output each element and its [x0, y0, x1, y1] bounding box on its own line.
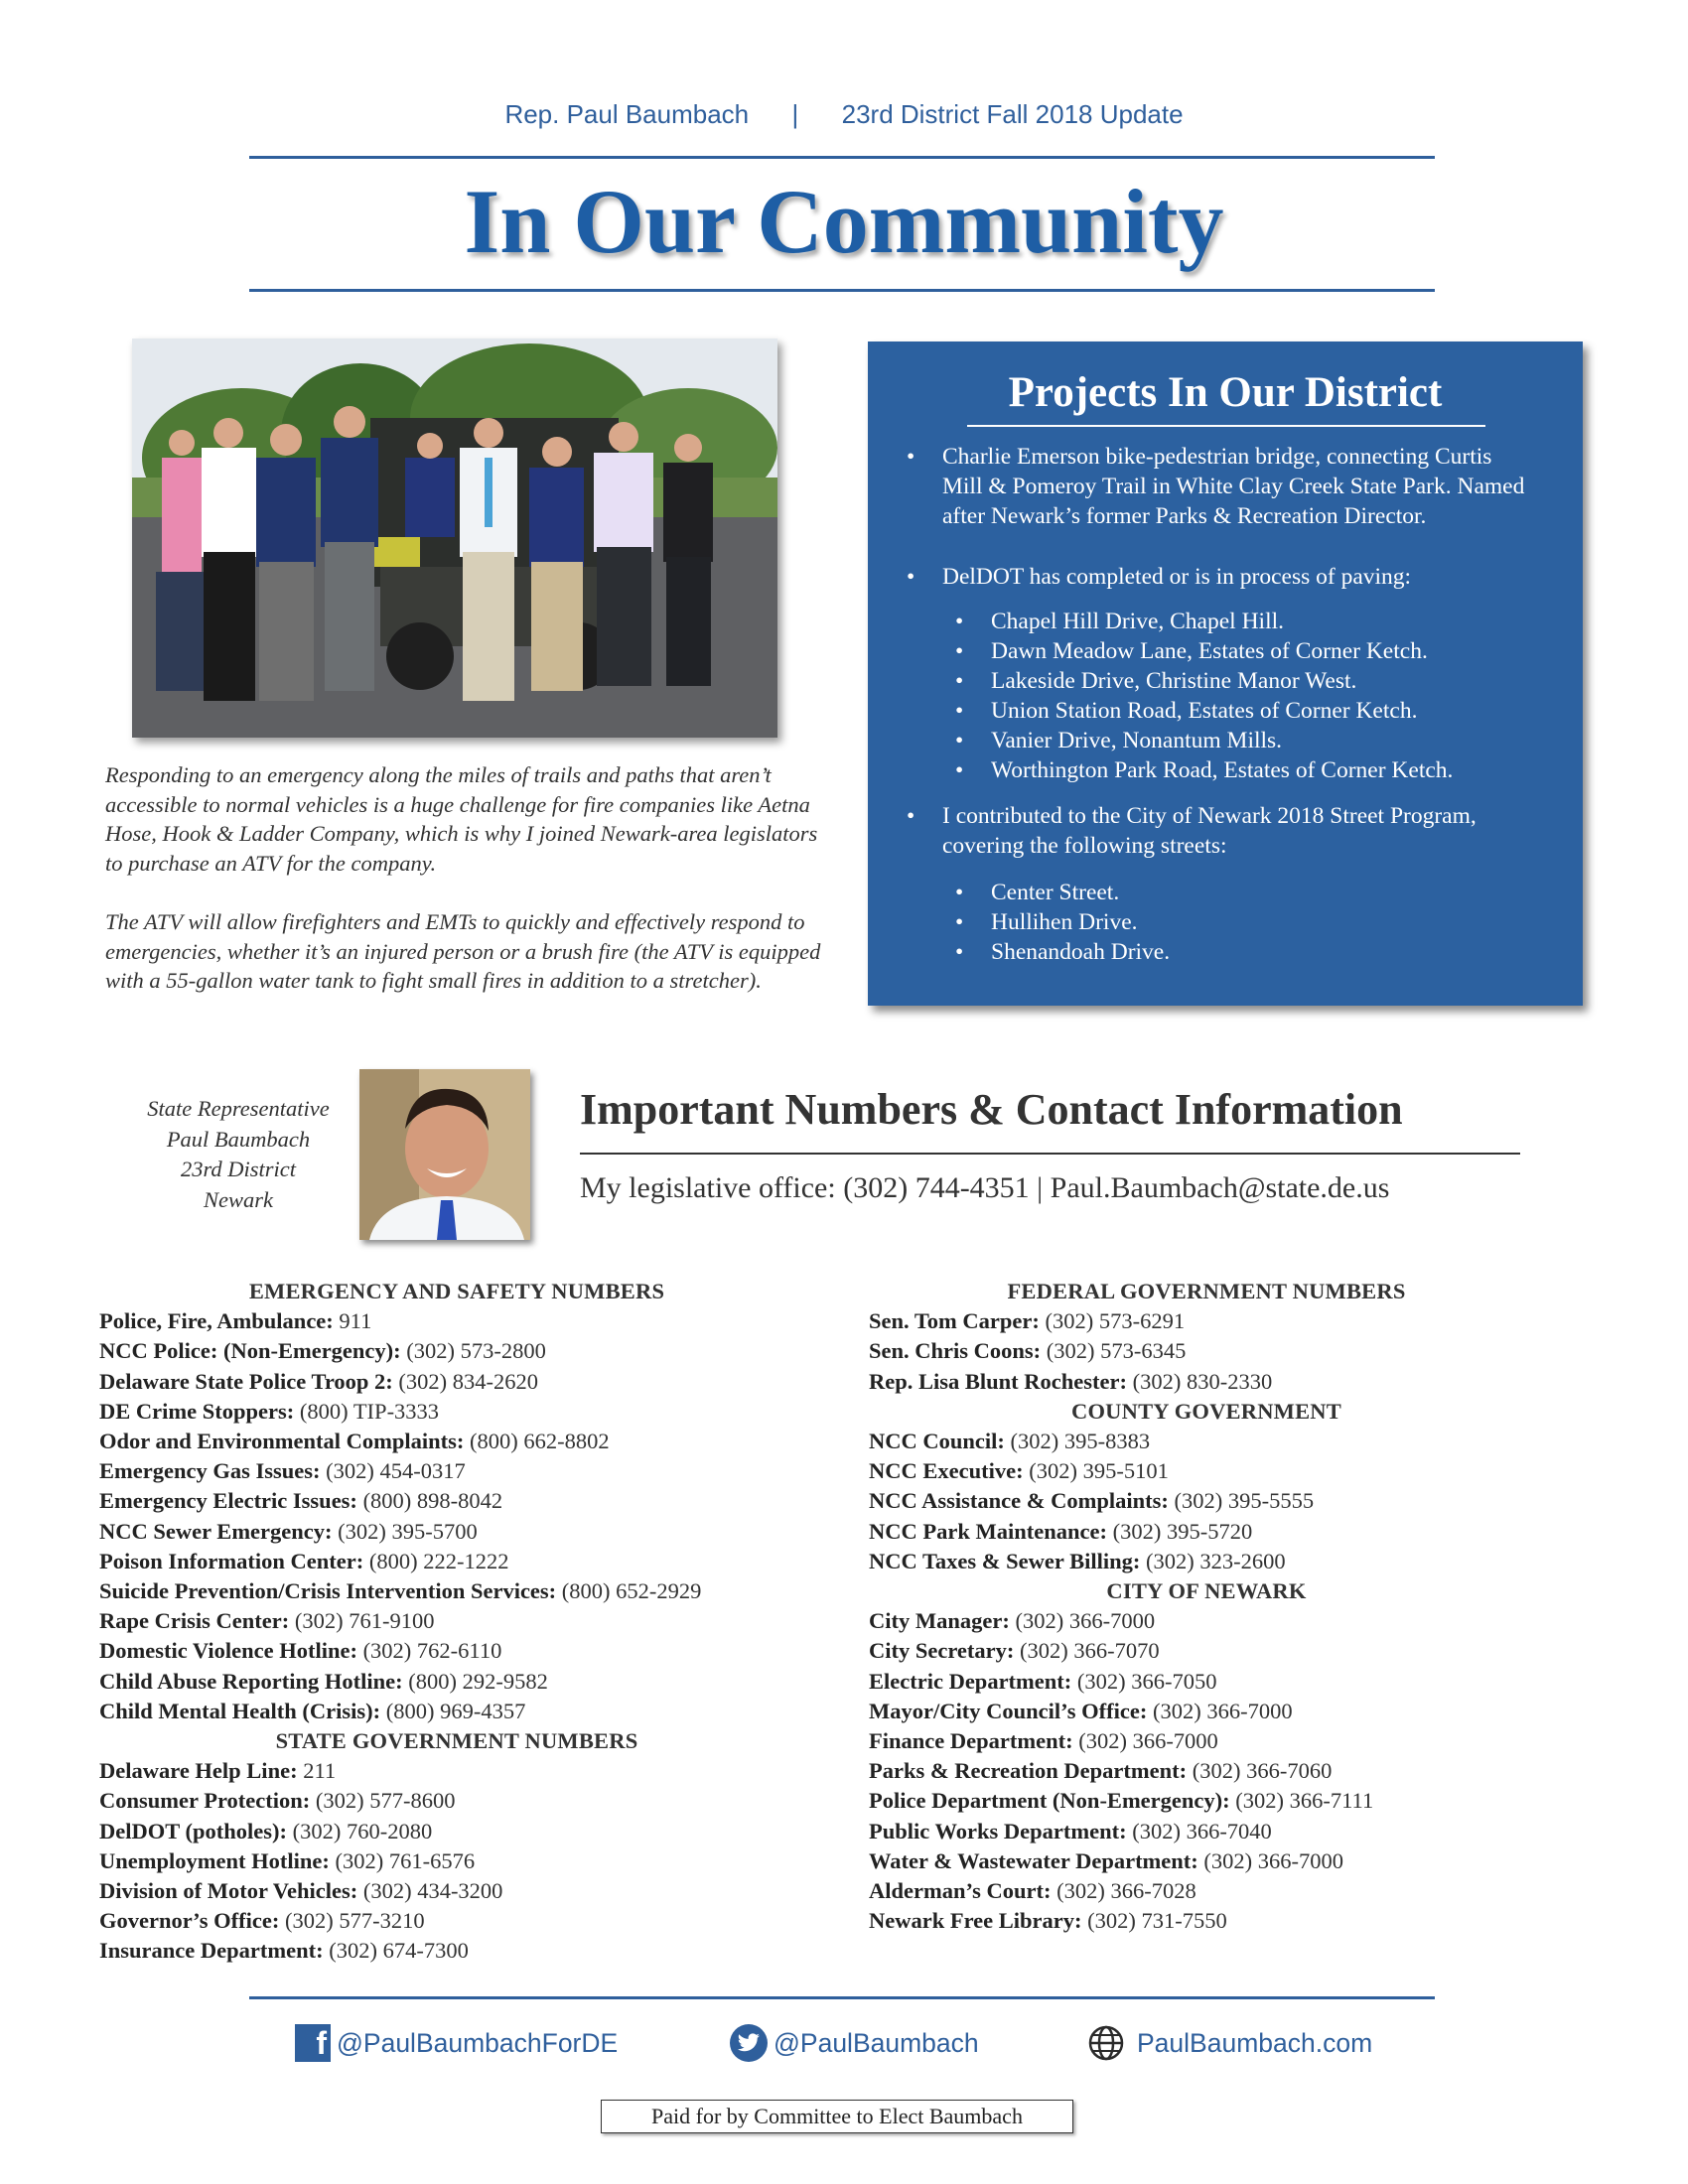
number-value: (800) 898-8042 [362, 1488, 503, 1514]
bullet: • [955, 757, 964, 783]
number-row [99, 1906, 814, 1936]
number-row [99, 1397, 814, 1427]
number-label: NCC Sewer Emergency: [99, 1518, 333, 1544]
number-row [869, 1606, 1544, 1636]
number-label: Alderman’s Court: [869, 1878, 1052, 1904]
number-row [99, 1697, 814, 1726]
paving-item [955, 607, 1547, 636]
paving-item-text: Union Station Road, Estates of Corner Ketch. [991, 698, 1418, 724]
number-label: Child Mental Health (Crisis): [99, 1698, 381, 1723]
city-heading: CITY OF NEWARK [1106, 1578, 1307, 1604]
project-item-text: Charlie Emerson bike-pedestrian bridge, connecting Curtis Mill & Pomeroy Trail in White Clay Creek State Park. Named after Newark’s former Parks & Recreation Director. [942, 444, 1525, 529]
number-label: NCC Council: [869, 1429, 1005, 1454]
number-value: (302) 366-7000 [1015, 1608, 1156, 1634]
number-label: Governor’s Office: [99, 1908, 280, 1934]
representative-portrait [359, 1069, 530, 1240]
bullet: • [955, 909, 964, 935]
atv-paragraph-2: The ATV will allow firefighters and EMTs to quickly and effectively respond to emergencies, whether it’s an injured person or a brush fire (the ATV is equipped with a 55-gallon water tank to fight small fires in addition to a stretcher). [105, 909, 821, 993]
number-value: (302) 366-7000 [1152, 1698, 1293, 1723]
number-label: Delaware Help Line: [99, 1758, 298, 1784]
number-label: Emergency Gas Issues: [99, 1458, 321, 1484]
paving-item [955, 696, 1547, 726]
header-bottom-rule [249, 289, 1435, 292]
number-value: (302) 323-2600 [1145, 1548, 1286, 1573]
number-value: (302) 454-0317 [326, 1458, 466, 1484]
contact-title: Important Numbers & Contact Information [580, 1085, 1403, 1134]
number-row [99, 1367, 814, 1397]
bullet: • [907, 444, 915, 470]
street-item-text: Center Street. [991, 880, 1120, 905]
number-row [869, 1636, 1544, 1666]
paving-item [955, 755, 1547, 785]
number-row [869, 1336, 1544, 1366]
number-row [99, 1817, 814, 1846]
number-row [869, 1367, 1544, 1397]
number-row [99, 1517, 814, 1547]
website-link[interactable] [1087, 2024, 1372, 2062]
number-value: 211 [303, 1758, 337, 1784]
projects-title: Projects In Our District [1008, 369, 1443, 416]
bullet: • [955, 728, 964, 753]
page-title: In Our Community [464, 171, 1224, 272]
number-value: (302) 395-8383 [1010, 1429, 1151, 1454]
number-label: DelDOT (potholes): [99, 1818, 287, 1843]
project-item [907, 442, 1528, 531]
number-value: (302) 760-2080 [292, 1818, 433, 1843]
number-value: (302) 366-7050 [1076, 1668, 1217, 1694]
number-value: (800) 662-8802 [470, 1429, 610, 1454]
number-label: NCC Park Maintenance: [869, 1518, 1107, 1544]
number-label: Unemployment Hotline: [99, 1847, 330, 1873]
street-item-text: Hullihen Drive. [991, 909, 1138, 935]
facebook-handle: @PaulBaumbachForDE [337, 2027, 619, 2058]
footer-rule [249, 1996, 1435, 1999]
twitter-link[interactable] [730, 2024, 979, 2062]
number-value: (302) 731-7550 [1087, 1908, 1227, 1934]
number-label: Odor and Environmental Complaints: [99, 1429, 465, 1454]
bullet: • [955, 668, 964, 694]
paving-item-text: Dawn Meadow Lane, Estates of Corner Ketch. [991, 638, 1428, 664]
number-row [869, 1817, 1544, 1846]
number-label: NCC Assistance & Complaints: [869, 1488, 1169, 1514]
number-row [869, 1786, 1544, 1816]
number-row [99, 1456, 814, 1486]
street-item [955, 937, 1547, 967]
number-value: (302) 395-5101 [1029, 1458, 1169, 1484]
street-item [955, 878, 1547, 907]
federal-heading: FEDERAL GOVERNMENT NUMBERS [1007, 1279, 1406, 1303]
emergency-heading: EMERGENCY AND SAFETY NUMBERS [248, 1279, 665, 1303]
rep-title: State Representative [147, 1096, 330, 1121]
number-label: City Secretary: [869, 1638, 1015, 1664]
number-label: City Manager: [869, 1608, 1010, 1634]
legislative-office-line: My legislative office: (302) 744-4351 | Paul.Baumbach@state.de.us [580, 1171, 1390, 1204]
twitter-handle: @PaulBaumbach [774, 2027, 979, 2058]
atv-paragraph-1: Responding to an emergency along the miles of trails and paths that aren’t accessible to normal vehicles is a huge challenge for fire companies like Aetna Hose, Hook & Ladder Company, which is why I joined Newark-area legislators to purchase an ATV for the company. [105, 762, 818, 876]
number-row [99, 1876, 814, 1906]
number-label: Police Department (Non-Emergency): [869, 1788, 1230, 1814]
number-row [99, 1636, 814, 1666]
number-value: (302) 761-6576 [335, 1847, 476, 1873]
bullet: • [955, 638, 964, 664]
number-label: Police, Fire, Ambulance: [99, 1308, 334, 1334]
facebook-icon: f [295, 2024, 331, 2062]
number-row [869, 1486, 1544, 1516]
number-row [99, 1756, 814, 1786]
globe-icon [1087, 2024, 1125, 2062]
numbers-right-column [869, 1277, 1544, 1936]
number-row [869, 1456, 1544, 1486]
number-row [869, 1667, 1544, 1697]
number-row [869, 1906, 1544, 1936]
number-value: (302) 366-7028 [1056, 1878, 1196, 1904]
project-item-text: DelDOT has completed or is in process of paving: [942, 564, 1412, 590]
number-row [869, 1517, 1544, 1547]
paving-item [955, 636, 1547, 666]
number-label: NCC Executive: [869, 1458, 1024, 1484]
bullet: • [907, 803, 915, 829]
bullet: • [955, 698, 964, 724]
number-row [869, 1846, 1544, 1876]
number-value: (302) 834-2620 [398, 1368, 539, 1394]
number-label: Delaware State Police Troop 2: [99, 1368, 393, 1394]
number-row [869, 1306, 1544, 1336]
website-url: PaulBaumbach.com [1137, 2027, 1373, 2058]
facebook-link[interactable] [295, 2024, 618, 2062]
project-item-text: I contributed to the City of Newark 2018 Street Program, covering the following streets: [942, 803, 1477, 859]
rep-district: 23rd District [180, 1157, 297, 1181]
number-value: (302) 395-5720 [1112, 1518, 1253, 1544]
number-label: NCC Police: (Non-Emergency): [99, 1338, 401, 1364]
projects-title-underline [967, 425, 1485, 427]
number-value: (302) 366-7111 [1235, 1788, 1374, 1814]
number-value: (302) 395-5555 [1174, 1488, 1315, 1514]
atv-caption [105, 760, 830, 1025]
number-label: Water & Wastewater Department: [869, 1847, 1198, 1873]
number-value: (800) TIP-3333 [299, 1398, 440, 1424]
number-value: (302) 573-6291 [1045, 1308, 1186, 1334]
paving-item-text: Vanier Drive, Nonantum Mills. [991, 728, 1283, 753]
projects-box [868, 341, 1583, 1006]
number-row [99, 1547, 814, 1576]
header-topline [0, 99, 1688, 130]
number-row [99, 1336, 814, 1366]
number-label: Child Abuse Reporting Hotline: [99, 1668, 403, 1694]
number-value: (302) 674-7300 [329, 1938, 469, 1964]
header-edition: 23rd District Fall 2018 Update [841, 99, 1184, 129]
number-label: Poison Information Center: [99, 1548, 364, 1573]
number-label: Domestic Violence Hotline: [99, 1638, 357, 1664]
number-value: (800) 969-4357 [385, 1698, 526, 1723]
number-label: Newark Free Library: [869, 1908, 1082, 1934]
number-label: Rep. Lisa Blunt Rochester: [869, 1368, 1127, 1394]
number-value: (302) 762-6110 [362, 1638, 502, 1664]
number-value: (302) 366-7070 [1020, 1638, 1160, 1664]
paid-for-disclaimer: Paid for by Committee to Elect Baumbach [601, 2100, 1073, 2133]
number-label: Suicide Prevention/Crisis Intervention Services: [99, 1578, 557, 1604]
rep-city: Newark [204, 1186, 273, 1212]
number-value: (302) 395-5700 [338, 1518, 478, 1544]
number-value: (800) 292-9582 [408, 1668, 548, 1694]
number-row [99, 1667, 814, 1697]
number-row [869, 1756, 1544, 1786]
number-label: Consumer Protection: [99, 1788, 311, 1814]
number-label: NCC Taxes & Sewer Billing: [869, 1548, 1141, 1573]
representative-label [119, 1094, 357, 1215]
number-label: Sen. Tom Carper: [869, 1308, 1040, 1334]
number-label: Parks & Recreation Department: [869, 1758, 1188, 1784]
header-separator: | [791, 99, 799, 129]
number-value: (302) 573-6345 [1046, 1338, 1187, 1364]
number-value: (302) 366-7040 [1132, 1818, 1272, 1843]
number-row [99, 1786, 814, 1816]
rep-name: Paul Baumbach [166, 1126, 311, 1152]
number-label: Rape Crisis Center: [99, 1608, 290, 1634]
number-label: Division of Motor Vehicles: [99, 1878, 358, 1904]
number-value: 911 [339, 1308, 372, 1334]
paving-item-text: Chapel Hill Drive, Chapel Hill. [991, 609, 1285, 634]
number-row [869, 1547, 1544, 1576]
paving-item-text: Lakeside Drive, Christine Manor West. [991, 668, 1357, 694]
county-heading: COUNTY GOVERNMENT [1071, 1398, 1341, 1424]
number-label: Emergency Electric Issues: [99, 1488, 357, 1514]
contact-title-rule [580, 1153, 1520, 1155]
number-label: Public Works Department: [869, 1818, 1127, 1843]
number-row [99, 1936, 814, 1966]
number-label: DE Crime Stoppers: [99, 1398, 295, 1424]
twitter-icon [730, 2024, 768, 2062]
number-label: Electric Department: [869, 1668, 1072, 1694]
number-row [99, 1486, 814, 1516]
number-row [99, 1846, 814, 1876]
header-rep-name: Rep. Paul Baumbach [504, 99, 750, 129]
street-item [955, 907, 1547, 937]
number-row [99, 1606, 814, 1636]
bullet: • [955, 939, 964, 965]
number-label: Mayor/City Council’s Office: [869, 1698, 1148, 1723]
number-row [869, 1427, 1544, 1456]
number-value: (302) 366-7060 [1192, 1758, 1333, 1784]
number-row [869, 1697, 1544, 1726]
number-value: (800) 652-2929 [561, 1578, 702, 1604]
bullet: • [955, 609, 964, 634]
number-value: (302) 573-2800 [406, 1338, 546, 1364]
number-row [869, 1726, 1544, 1756]
number-value: (302) 366-7000 [1078, 1728, 1218, 1754]
project-item [907, 801, 1528, 861]
number-value: (302) 366-7000 [1203, 1847, 1344, 1873]
paving-item-text: Worthington Park Road, Estates of Corner Ketch. [991, 757, 1454, 783]
numbers-left-column [99, 1277, 814, 1967]
number-value: (302) 577-8600 [315, 1788, 456, 1814]
number-value: (302) 761-9100 [294, 1608, 435, 1634]
state-heading: STATE GOVERNMENT NUMBERS [275, 1728, 638, 1754]
paving-item [955, 666, 1547, 696]
number-label: Sen. Chris Coons: [869, 1338, 1042, 1364]
bullet: • [907, 564, 915, 590]
number-value: (302) 830-2330 [1132, 1368, 1273, 1394]
number-value: (800) 222-1222 [368, 1548, 509, 1573]
bullet: • [955, 880, 964, 905]
number-row [99, 1576, 814, 1606]
number-row [99, 1306, 814, 1336]
project-item [907, 562, 1528, 592]
number-label: Insurance Department: [99, 1938, 324, 1964]
number-row [869, 1876, 1544, 1906]
atv-group-photo [132, 339, 777, 738]
street-item-text: Shenandoah Drive. [991, 939, 1171, 965]
social-links [0, 2024, 1688, 2068]
number-value: (302) 577-3210 [285, 1908, 425, 1934]
header-top-rule [249, 156, 1435, 159]
number-label: Finance Department: [869, 1728, 1073, 1754]
number-row [99, 1427, 814, 1456]
paving-item [955, 726, 1547, 755]
number-value: (302) 434-3200 [362, 1878, 503, 1904]
